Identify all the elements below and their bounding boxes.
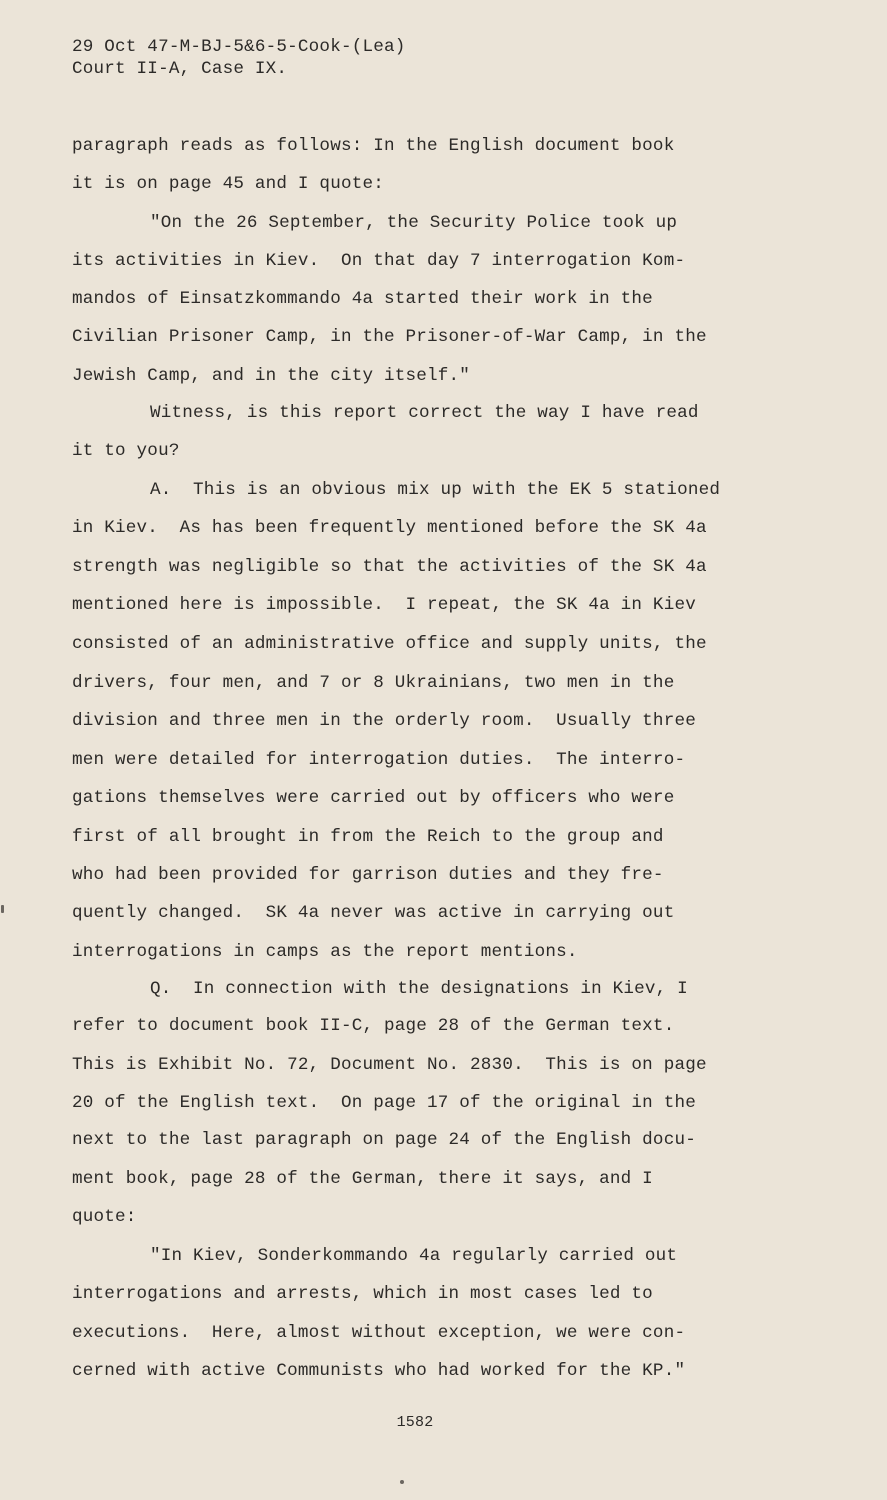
header-reference: 29 Oct 47-M-BJ-5&6-5-Cook-(Lea) [72, 37, 406, 57]
text-line: This is Exhibit No. 72, Document No. 2830. This is on page [72, 1055, 707, 1075]
text-line: refer to document book II-C, page 28 of the German text. [72, 1016, 675, 1036]
text-line: paragraph reads as follows: In the English document book [72, 136, 675, 156]
text-line: mandos of Einsatzkommando 4a started their work in the [72, 289, 653, 309]
text-line: its activities in Kiev. On that day 7 interrogation Kom- [72, 251, 686, 271]
text-line: Q. In connection with the designations in Kiev, I [150, 979, 688, 999]
header-court-case: Court II-A, Case IX. [72, 59, 288, 79]
text-line: ment book, page 28 of the German, there it says, and I [72, 1169, 653, 1189]
text-line: A. This is an obvious mix up with the EK 5 stationed [150, 480, 721, 500]
text-line: executions. Here, almost without exception, we were con- [72, 1323, 686, 1343]
text-line: 20 of the English text. On page 17 of the original in the [72, 1093, 696, 1113]
text-line: in Kiev. As has been frequently mentioned before the SK 4a [72, 518, 707, 538]
text-line: strength was negligible so that the activities of the SK 4a [72, 557, 707, 577]
text-line: "In Kiev, Sonderkommando 4a regularly carried out [150, 1246, 678, 1266]
text-line: drivers, four men, and 7 or 8 Ukrainians, two men in the [72, 673, 675, 693]
paper-speck [1, 905, 4, 913]
text-line: men were detailed for interrogation duties. The interro- [72, 750, 686, 770]
text-line: Jewish Camp, and in the city itself." [72, 366, 471, 386]
text-line: it to you? [72, 441, 180, 461]
text-line: division and three men in the orderly room. Usually three [72, 711, 696, 731]
text-line: who had been provided for garrison duties and they fre- [72, 865, 664, 885]
paper-speck [400, 1480, 404, 1484]
text-line: mentioned here is impossible. I repeat, the SK 4a in Kiev [72, 595, 696, 615]
text-line: Witness, is this report correct the way I have read [150, 403, 699, 423]
text-line: quote: [72, 1207, 137, 1227]
text-line: gations themselves were carried out by officers who were [72, 788, 675, 808]
page-number: 1582 [396, 1414, 434, 1431]
text-line: it is on page 45 and I quote: [72, 174, 384, 194]
text-line: next to the last paragraph on page 24 of the English docu- [72, 1130, 696, 1150]
text-line: quently changed. SK 4a never was active in carrying out [72, 903, 675, 923]
text-line: interrogations and arrests, which in most cases led to [72, 1284, 653, 1304]
text-line: cerned with active Communists who had worked for the KP." [72, 1361, 686, 1381]
text-line: Civilian Prisoner Camp, in the Prisoner-of-War Camp, in the [72, 327, 707, 347]
text-line: "On the 26 September, the Security Police took up [150, 213, 678, 233]
text-line: first of all brought in from the Reich to the group and [72, 827, 664, 847]
text-line: interrogations in camps as the report mentions. [72, 942, 578, 962]
text-line: consisted of an administrative office and supply units, the [72, 634, 707, 654]
